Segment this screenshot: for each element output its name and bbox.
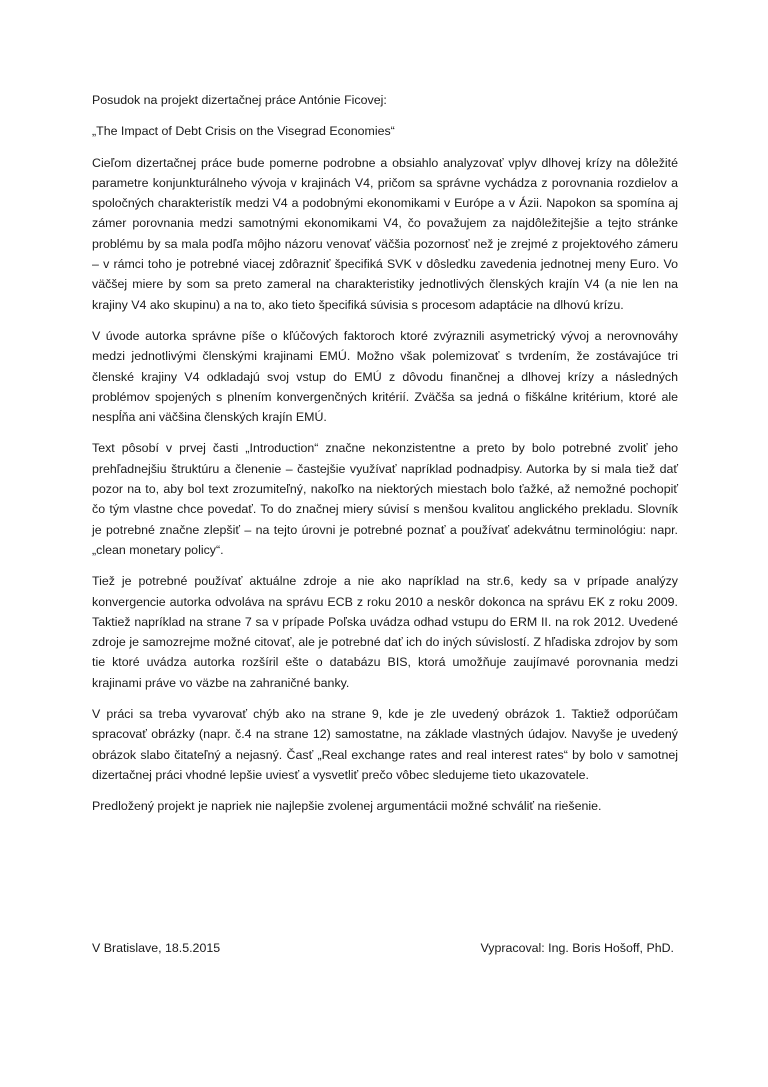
document-body [92, 90, 678, 828]
paragraph-2: V úvode autorka správne píše o kľúčových faktoroch ktoré zvýraznili asymetrický vývoj a nerovnováhy medzi jednotlivými členskými krajinami EMÚ. Možno však polemizovať s tvrdením, že zostávajúce tri členské krajiny V4 odkladajú svoj vstup do EMÚ z dôvodu finančnej a dlhovej krízy a následných problémov spojených s plnením konvergenčných kritérií. Zväčša sa jedná o fiškálne kritérium, ktoré ale nespĺňa ani väčšina členských krajín EMÚ. [92, 328, 678, 425]
place-and-date: V Bratislave, 18.5.2015 [92, 941, 221, 955]
document-heading: Posudok na projekt dizertačnej práce Antónie Ficovej: [92, 93, 387, 107]
paragraph-5: V práci sa treba vyvarovať chýb ako na strane 9, kde je zle uvedený obrázok 1. Taktiež odporúčam spracovať obrázky (napr. č.4 na strane 12) samostatne, na základe vlastných údajov. Navyše je uvedený obrázok slabo čitateľný a nejasný. Časť „Real exchange rates and real interest rates“ by bolo v samotnej dizertačnej práci vhodné lepšie uviesť a vysvetliť prečo vôbec sledujeme tieto ukazovatele. [92, 707, 678, 782]
paragraph-6: Predložený projekt je napriek nie najlepšie zvolenej argumentácii možné schváliť na riešenie. [92, 799, 602, 814]
document-footer [92, 938, 678, 960]
author-signature-line: Vypracoval: Ing. Boris Hošoff, PhD. [480, 941, 674, 955]
paragraph-4: Tiež je potrebné používať aktuálne zdroje a nie ako napríklad na str.6, kedy sa v prípade analýzy konvergencie autorka odvoláva na správu ECB z roku 2010 a neskôr dokonca na správu EK z roku 2009. Taktiež napríklad na strane 7 sa v prípade Poľska uvádza odhad vstupu do ERM II. na rok 2012. Uvedené zdroje je samozrejme možné citovať, ale je potrebné dať ich do iných súvislostí. Z hľadiska zdrojov by som tie ktoré uvádza autorka rozšíril ešte o databázu BIS, ktorá umožňuje zaujímavé porovnania medzi krajinami práve vo väzbe na zahraničné banky. [92, 574, 678, 690]
document-title: „The Impact of Debt Crisis on the Visegrad Economies“ [92, 124, 395, 139]
paragraph-1: Cieľom dizertačnej práce bude pomerne podrobne a obsiahlo analyzovať vplyv dlhovej krízy na dôležité parametre konjunkturálneho vývoja v krajinách V4, pričom sa správne vychádza z porovnania rozdielov a spoločných charakteristík medzi V4 a podobnými ekonomikami v Európe a v Ázii. Napokon sa spomína aj zámer porovnania medzi samotnými ekonomikami V4, čo považujem za najdôležitejšie a tejto stránke problému by sa mala podľa môjho názoru venovať väčšia pozornosť než je zrejmé z projektového zámeru – v rámci toho je potrebné viacej zdôrazniť špecifiká SVK v dôsledku zavedenia jednotnej meny Euro. Vo väčšej miere by som sa preto zameral na charakteristiky jednotlivých členských krajín V4 (a nie len na krajiny V4 ako skupinu) a na to, ako tieto špecifiká súvisia s procesom adaptácie na dlhovú krízu. [92, 155, 678, 312]
paragraph-3: Text pôsobí v prvej časti „Introduction“ značne nekonzistentne a preto by bolo potrebné zvoliť jeho prehľadnejšiu štruktúru a členenie – častejšie využívať napríklad podnadpisy. Autorka by si mala tiež dať pozor na to, aby bol text zrozumiteľný, nakoľko na niektorých miestach bolo ťažké, až nemožné pochopiť čo tým vlastne chce povedať. To do značnej miery súvisí s menšou kvalitou anglického prekladu. Slovník je potrebné značne zlepšiť – na tejto úrovni je potrebné poznať a používať adekvátnu terminológiu: napr. „clean monetary policy“. [92, 441, 678, 557]
